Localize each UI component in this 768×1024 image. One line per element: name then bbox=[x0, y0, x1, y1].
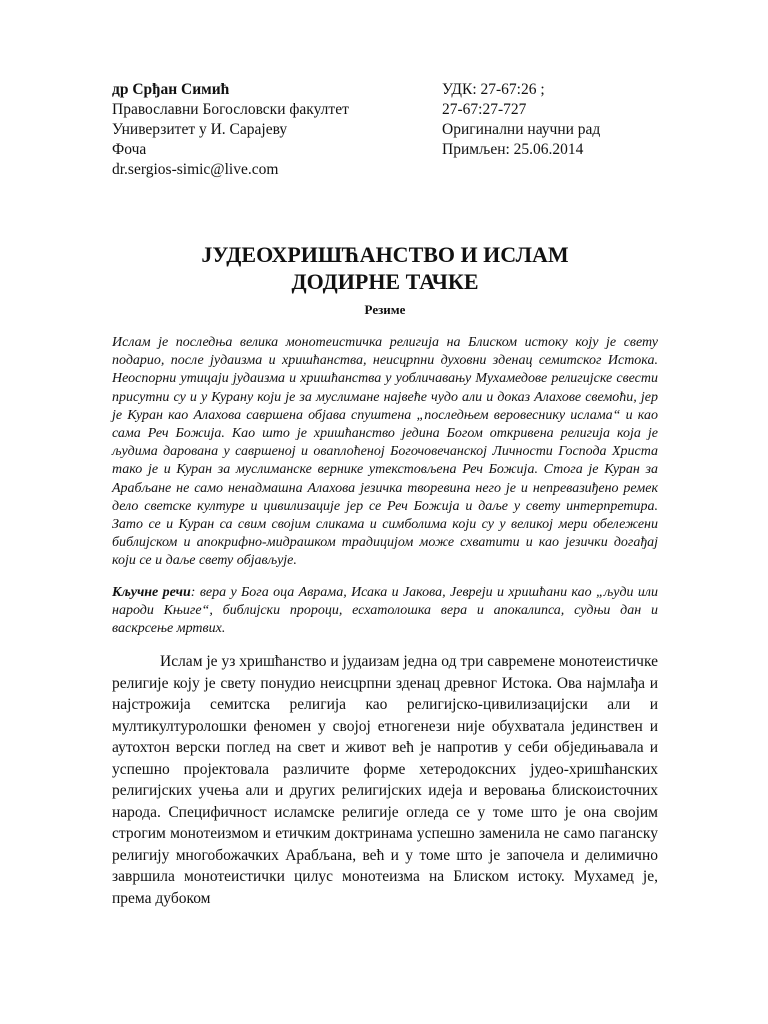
keywords bbox=[112, 584, 658, 639]
author-university: Универзитет у И. Сарајеву bbox=[112, 121, 288, 138]
author-city: Фоча bbox=[112, 141, 147, 158]
title-line-1: ЈУДЕОХРИШЋАНСТВО И ИСЛАМ bbox=[201, 241, 569, 267]
received-date: Примљен: 25.06.2014 bbox=[442, 141, 584, 158]
article-header bbox=[112, 80, 658, 180]
keywords-label: Кључне речи bbox=[112, 585, 191, 600]
keywords-text: : вера у Бога оца Аврама, Исака и Јакова, Јевреји и хришћани као „људи или народи Књиге“, библијски пророци, есхатолошка вера и апокалипса, судњи дан и васкрсење мртвих. bbox=[112, 585, 658, 637]
abstract-text: Ислам је последња велика монотеистичка религија на Блиском истоку коју је свету подарио, после јудаизма и хришћанства, неисцрпни духовни зденац семитског Истока. Неоспорни утицаји јудаизма и хришћанства у уобличавању Мухамедове религијске свести присутни су и у Курану који је за муслимане највеће чудо али и доказ Алахове свемоћи, јер је Куран као Алахова савршена објава спуштена „последњем веровеснику ислама“ и као сама Реч Божија. Као што је хришћанство једина Богом откривена религија која је људима дарована у савршеној и оваплоћеној Богочовечанској Личности Господа Христа тако је и Куран за муслиманске вернике утекстовљена Реч Божија. Стога је Куран за Арабљане не само ненадмашна Алахова језичка творевина него је и непревазиђено ремек дело светске културе и цивилизације јер се Реч Божија и даље у свету интерпретира. Зато се и Куран са свим својим сликама и симболима који су у великој мери обележени библијском и апокрифно-мидрашком традицијом може схватити и као језички догађај који се и даље свету објављује. bbox=[112, 335, 658, 569]
udk-code: УДК: 27-67:26 ; bbox=[442, 81, 545, 98]
article-title bbox=[112, 241, 658, 295]
article-meta bbox=[442, 80, 658, 160]
udk-code-continued: 27-67:27-727 bbox=[442, 101, 527, 118]
author-name: др Срђан Симић bbox=[112, 81, 230, 98]
article-type: Оригинални научни рад bbox=[442, 121, 601, 138]
body-paragraph: Ислам је уз хришћанство и јудаизам једна од три савремене монотеистичке религије коју је свету понудио неисцрпни зденац древног Истока. Ова најмлађа и најстрожија семитска религија као религијско-цивилизацијски али и мултикултуролошки феномен у својој етногенези није обухватала јединствен и аутохтон верски поглед на свет и живот већ је напротив у себи обједињавала и успешно пројектовала различите форме хетеродоксних јудео-хришћанских религијских учења али и других религијских идеја и веровања блискоисточних народа. Специфичност исламске религије огледа се у томе што је она својим строгим монотеизмом и етичким доктринама успешно заменила не само паганску религију многобожачких Арабљана, већ и у томе што је започела и делимично завршила монотеистички цилус монотеизма на Блиском истоку. Мухамед је, према дубоком bbox=[112, 653, 658, 907]
author-info bbox=[112, 80, 432, 180]
abstract-heading: Резиме bbox=[364, 302, 406, 317]
title-line-2: ДОДИРНЕ ТАЧКЕ bbox=[291, 268, 479, 294]
author-email: dr.sergios-simic@live.com bbox=[112, 161, 279, 178]
author-faculty: Православни Богословски факултет bbox=[112, 101, 349, 118]
